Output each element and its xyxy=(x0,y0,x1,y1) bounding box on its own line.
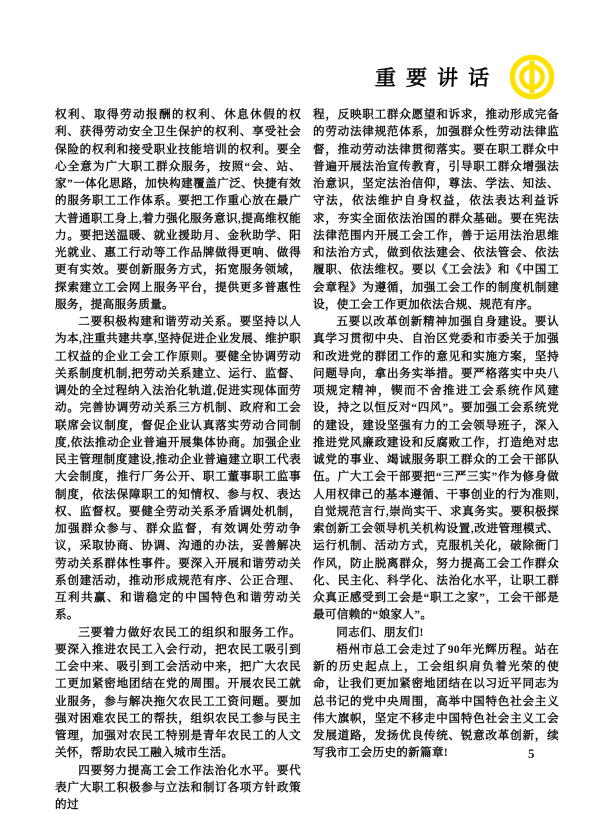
page-header-title: 重要讲话 xyxy=(374,66,500,90)
paragraph: 三要着力做好农民工的组织和服务工作。要深入推进农民工入会行动，把农民工吸引到工会中来、吸引到工会活动中来，把广大农民工更加紧密地团结在党的周围。开展农民工就业服务，参与解决拖欠农民工工资问题。要加强对困难农民工的帮扶，组织农民工参与民主管理，加强对农民工特别是青年农民工的人文关怀，帮助农民工融入城市生活。 xyxy=(55,625,301,760)
right-column xyxy=(313,106,559,813)
page-number: 5 xyxy=(528,746,535,761)
paragraph: 同志们、朋友们! xyxy=(336,625,424,639)
paragraph: 四要努力提高工会工作法治化水平。要代表广大职工积极参与立法和制订各项方针政策的过 xyxy=(55,763,301,811)
trade-union-emblem-icon xyxy=(509,54,555,100)
paragraph: 五要以改革创新精神加强自身建设。要认真学习贯彻中央、自治区党委和市委关于加强和改进党的群团工作的意见和实施方案，坚持问题导向，拿出务实举措。要严格落实中央八项规定精神，锲而不舍推进工会系统作风建设，持之以恒反对“四风”。要加强工会系统党的建设，建设坚强有力的工会领导班子，深入推进党风廉政建设和反腐败工作，打造绝对忠诚党的事业、竭诚服务职工群众的工会干部队伍。广大工会干部要把“三严三实”作为修身做人用权律己的基本遵循、干事创业的行为准则,自觉规范言行,崇尚实干、求真务实。要积极探索创新工会领导机关机构设置,改进管理模式、运行机制、活动方式，克服机关化，破除衙门作风，防止脱离群众，努力提高工会工作群众化、民主化、科学化、法治化水平，让职工群众真正感受到工会是“职工之家”，工会干部是最可信赖的“娘家人”。 xyxy=(313,315,559,622)
page-header xyxy=(375,54,555,100)
paragraph: 权利、取得劳动报酬的权利、休息休假的权利、获得劳动安全卫生保护的权利、享受社会保险的权利和接受职业技能培训的权利。要全心全意为广大职工群众服务，按照“会、站、家”一体化思路，加快构建覆盖广泛、快捷有效的服务职工工作体系。要把工作重心放在最广大普通职工身上,着力强化服务意识,提高维权能力。要把送温暖、就业援助月、金秋助学、阳光就业、惠工行动等工作品牌做得更响、做得更有实效。要创新服务方式，拓宽服务领域，探索建立工会网上服务平台，提供更多普惠性服务，提高服务质量。 xyxy=(55,108,301,311)
left-column xyxy=(55,106,301,813)
two-column-text xyxy=(55,106,559,813)
paragraph: 二要积极构建和谐劳动关系。要坚持以人为本,注重共建共享,坚持促进企业发展、维护职工权益的企业工会工作原则。要健全协调劳动关系制度机制,把劳动关系建立、运行、监督、调处的全过程纳入法治化轨道,促进实现体面劳动。完善协调劳动关系三方机制、政府和工会联席会议制度，督促企业认真落实劳动合同制度,依法推动企业普遍开展集体协商。加强企业民主管理制度建设,推动企业普遍建立职工代表大会制度，推行厂务公开、职工董事职工监事制度，依法保障职工的知情权、参与权、表达权、监督权。要健全劳动关系矛盾调处机制，加强群众参与、群众监督，有效调处劳动争议，采取协商、协调、沟通的办法，妥善解决劳动关系群体性事件。要深入开展和谐劳动关系创建活动，推动形成规范有序、公正合理、互利共赢、和谐稳定的中国特色和谐劳动关系。 xyxy=(55,315,301,622)
paragraph: 梧州市总工会走过了90年光辉历程。站在新的历史起点上，工会组织肩负着光荣的使命，让我们更加紧密地团结在以习近平同志为总书记的党中央周围，高举中国特色社会主义伟大旗帜，坚定不移走中国特色社会主义工会发展道路，发扬优良传统、锐意改革创新，续写我市工会历史的新篇章! xyxy=(313,642,559,760)
paragraph: 程，反映职工群众愿望和诉求，推动形成完备的劳动法律规范体系，加强群众性劳动法律监督，推动劳动法律贯彻落实。要在职工群众中普遍开展法治宣传教育，引导职工群众增强法治意识，坚定法治信仰，尊法、学法、知法、守法，依法维护自身权益，依法表达利益诉求，夯实全面依法治国的群众基础。要在宪法法律范围内开展工会工作，善于运用法治思维和法治方式，做到依法建会、依法管会、依法履职、依法维权。要以《工会法》和《中国工会章程》为遵循，加强工会工作的制度机制建设，使工会工作更加依法合规、规范有序。 xyxy=(313,108,559,311)
